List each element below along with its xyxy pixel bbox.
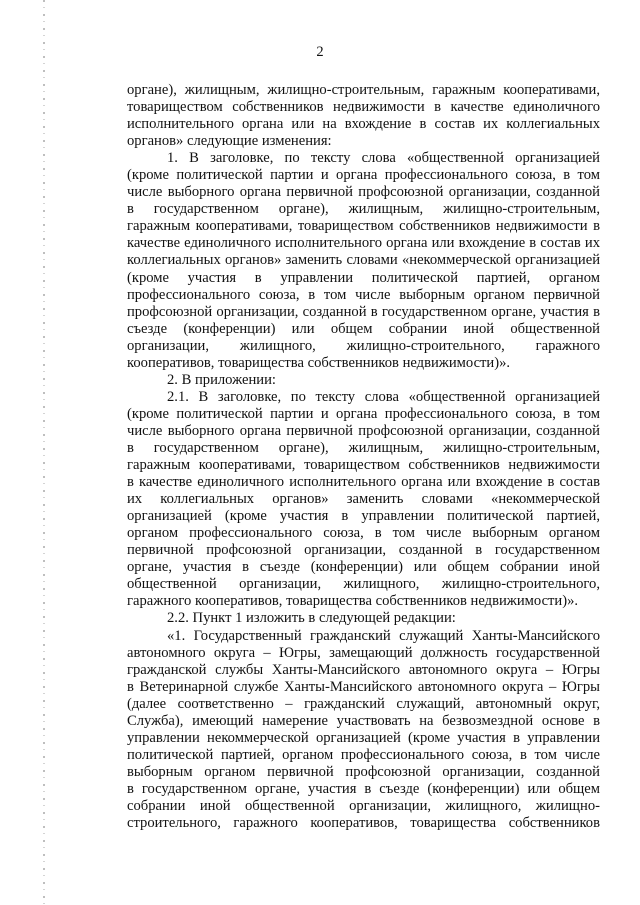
text-line: строительного, гаражного кооперативов, товарищества собственников — [127, 815, 600, 832]
text-line: собрании иной общественной организации, жилищного, жилищно- — [127, 797, 600, 814]
text-line: органе), жилищным, жилищно-строительным, гаражным кооперативами, — [127, 82, 600, 98]
document-body — [127, 82, 600, 832]
text-line: (кроме участия в управлении политической партией, органом — [127, 269, 600, 286]
text-line: в государственном органе), жилищным, жилищно-строительным, — [127, 439, 600, 456]
text-line: исполнительного органа или на вхождение в состав их коллегиальных — [127, 116, 600, 133]
text-line: (далее соответственно – гражданский служащий, автономный округ, — [127, 695, 600, 712]
page-number: 2 — [316, 44, 324, 60]
text-line: общественной организации, жилищного, жилищно-строительного, — [127, 576, 600, 593]
scan-binding-edge — [43, 0, 45, 905]
text-line: числе выборного органа первичной профсоюзной организации, созданной — [127, 184, 600, 201]
text-line: гражданской службы Ханты-Мансийского автономного округа – Югры — [127, 661, 600, 678]
text-line: профсоюзной организации, созданной в государственном органе, участия в — [127, 303, 600, 320]
text-line: выборным органом первичной профсоюзной организации, созданной — [127, 763, 600, 780]
text-line: 2.1. В заголовке, по тексту слова «общественной организацией — [167, 388, 600, 405]
text-line: 2.2. Пункт 1 изложить в следующей редакции: — [167, 610, 456, 627]
text-line: профессионального союза, в том числе выборным органом первичной — [127, 286, 600, 303]
text-line: (кроме политической партии и органа профессионального союза, в том — [127, 405, 600, 422]
text-line: органе, участия в съезде (конференции) или общем собрании иной — [127, 559, 600, 576]
text-line: гаражным кооперативами, товариществом собственников недвижимости — [127, 457, 600, 474]
text-line: в государственном органе), жилищным, жилищно-строительным, — [127, 201, 600, 218]
text-line: в государственном органе, участия в съезде (конференции) или общем — [127, 780, 600, 797]
text-line: «1. Государственный гражданский служащий Ханты-Мансийского — [167, 627, 600, 644]
text-line: коллегиальных органов» заменить словами «некоммерческой организацией — [127, 252, 600, 269]
text-line: органом профессионального союза, в том числе выборным органом — [127, 525, 600, 542]
text-line: кооперативов, товарищества собственников недвижимости)». — [127, 354, 511, 371]
text-line: Служба), имеющий намерение участвовать на безвозмездной основе в — [127, 712, 600, 729]
text-line: первичной профсоюзной организации, созданной в государственном — [127, 542, 600, 559]
text-line: 1. В заголовке, по тексту слова «общественной организацией — [167, 150, 600, 167]
text-line: числе выборного органа первичной профсоюзной организации, созданной — [127, 422, 600, 439]
text-line: управлении некоммерческой организацией (кроме участия в управлении — [127, 729, 600, 746]
text-line: органов» следующие изменения: — [127, 133, 332, 150]
text-line: автономного округа – Югры, замещающий должность государственной — [127, 644, 600, 661]
text-line: их коллегиальных органов» заменить словами «некоммерческой — [127, 491, 600, 508]
text-line: съезде (конференции) или общем собрании иной общественной — [127, 320, 600, 337]
text-line: (кроме политической партии и органа профессионального союза, в том — [127, 167, 600, 184]
text-line: политической партией, органом профессионального союза, в том числе — [127, 746, 600, 763]
text-line: гаражным кооперативами, товариществом собственников недвижимости в — [127, 218, 600, 235]
text-line: 2. В приложении: — [167, 371, 276, 388]
text-line: гаражного кооперативов, товарищества собственников недвижимости)». — [127, 593, 579, 610]
text-line: организацией (кроме участия в управлении политической партией, — [127, 508, 600, 525]
text-line: качестве единоличного исполнительного органа или вхождение в состав их — [127, 235, 600, 252]
text-line: в качестве единоличного исполнительного органа или вхождение в состав — [127, 474, 600, 491]
text-line: товариществом собственников недвижимости в качестве единоличного — [127, 99, 600, 116]
text-line: в Ветеринарной службе Ханты-Мансийского автономного округа – Югры — [127, 678, 600, 695]
text-line: организации, жилищного, жилищно-строительного, гаражного — [127, 337, 600, 354]
